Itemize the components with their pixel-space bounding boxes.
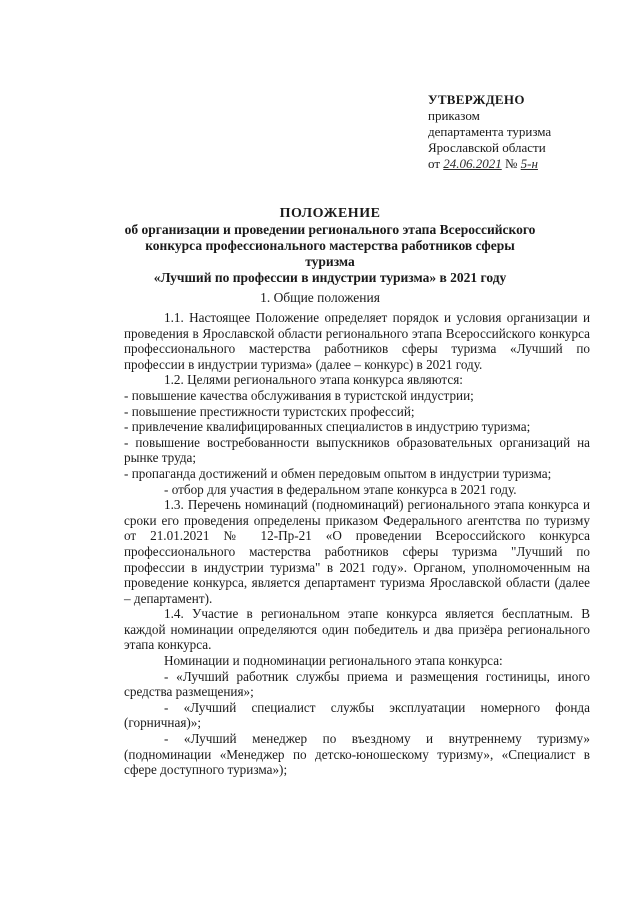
nomination-item: - «Лучший менеджер по въездному и внутреннему туризму» (подноминации «Менеджер по детско-юношескому туризму», «Специалист в сфере доступного туризма»); — [124, 731, 590, 778]
paragraph-1-2: 1.2. Целями регионального этапа конкурса являются: — [164, 372, 463, 388]
goal-item: - отбор для участия в федеральном этапе конкурса в 2021 году. — [164, 481, 517, 497]
goal-item: - повышение востребованности выпускников образовательных организаций на рынке труда; — [124, 434, 590, 466]
paragraph-1-3: 1.3. Перечень номинаций (подноминаций) регионального этапа конкурса и сроки его проведения определены приказом Федерального агентства по туризму от 21.01.2021 № 12-Пр-21 «О проведении Всероссийского конкурса профессионального мастерства работников сферы туризма "Лучший по профессии в индустрии туризма" в 2021 году». Органом, уполномоченным на проведение конкурса, является департамент туризма Ярославской области (далее – департамент). — [124, 497, 590, 606]
handwritten-date: 24.06.2021 — [443, 156, 502, 171]
handwritten-number: 5-н — [520, 156, 538, 171]
paragraph-1-1: 1.1. Настоящее Положение определяет порядок и условия организации и проведения в Ярославской области регионального этапа Всероссийского конкурса профессионального мастерства работников сферы туризма «Лучший по профессии в индустрии туризма» (далее – конкурс) в 2021 году. — [124, 310, 590, 372]
goal-item: - повышение качества обслуживания в туристской индустрии; — [124, 387, 474, 403]
section-heading-general: 1. Общие положения — [260, 290, 380, 305]
title-line-3: «Лучший по профессии в индустрии туризма» в 2021 году — [153, 270, 507, 285]
nomination-item: - «Лучший специалист службы эксплуатации номерного фонда (горничная)»; — [124, 699, 590, 731]
paragraph-1-4: 1.4. Участие в региональном этапе конкурса является бесплатным. В каждой номинации определяются один победитель и два призёра регионального этапа конкурса. — [124, 606, 590, 653]
approval-date-number-row — [428, 156, 618, 172]
approval-line-region: Ярославской области — [428, 140, 546, 155]
approval-line-order: приказом — [428, 108, 480, 123]
goal-item: - пропаганда достижений и обмен передовым опытом в индустрии туризма; — [124, 465, 552, 481]
nominations-intro: Номинации и подноминации регионального этапа конкурса: — [164, 653, 503, 669]
approval-stamp-block — [428, 92, 618, 172]
approval-line-department: департамента туризма — [428, 124, 552, 139]
goal-item: - привлечение квалифицированных специалистов в индустрию туризма; — [124, 419, 531, 435]
goal-item: - повышение престижности туристских профессий; — [124, 403, 415, 419]
title-line-2: конкурса профессионального мастерства работников сферы туризма — [145, 238, 515, 269]
title-line-1: об организации и проведении регионального этапа Всероссийского — [124, 222, 536, 237]
nomination-item: - «Лучший работник службы приема и размещения гостиницы, иного средства размещения»; — [124, 668, 590, 700]
number-prefix: № — [505, 156, 518, 171]
document-body — [124, 310, 590, 778]
approval-heading: УТВЕРЖДЕНО — [428, 92, 525, 107]
document-title: ПОЛОЖЕНИЕ — [279, 206, 381, 221]
date-prefix: от — [428, 156, 441, 171]
document-title-block — [120, 206, 540, 286]
